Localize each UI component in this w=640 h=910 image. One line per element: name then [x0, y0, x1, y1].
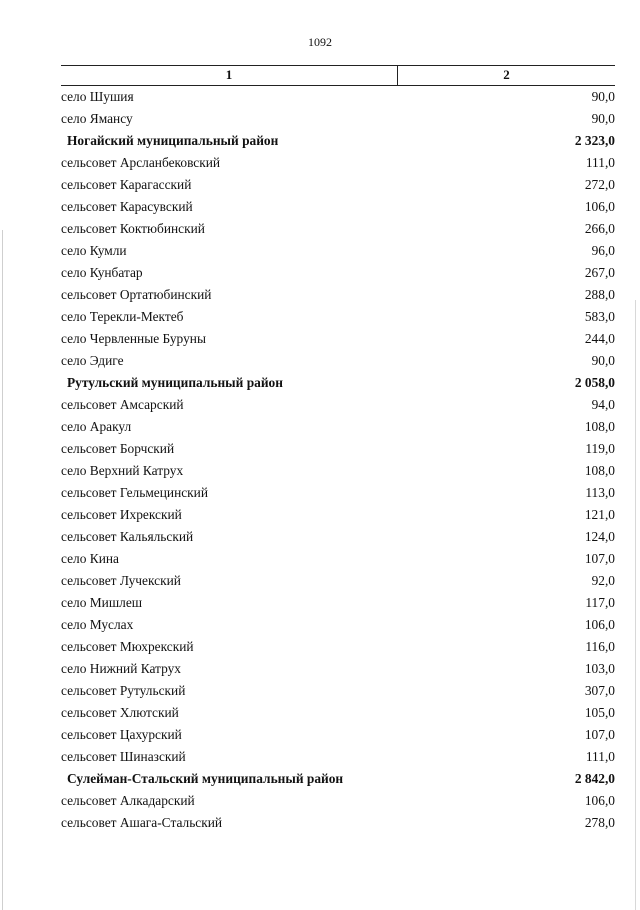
settlement-value: 583,0 — [584, 309, 615, 324]
settlement-name: сельсовет Лучекский — [61, 573, 181, 588]
table-row — [61, 526, 615, 548]
settlement-value: 108,0 — [584, 463, 615, 478]
settlement-name: село Муслах — [61, 617, 134, 632]
table-row — [61, 746, 615, 768]
settlement-value: 278,0 — [584, 815, 615, 830]
settlement-name: сельсовет Рутульский — [61, 683, 186, 698]
settlement-value: 90,0 — [591, 111, 615, 126]
district-row — [61, 372, 615, 394]
settlement-name: село Нижний Катрух — [61, 661, 181, 676]
settlement-name: сельсовет Амсарский — [61, 397, 184, 412]
settlement-name: сельсовет Ихрекский — [61, 507, 182, 522]
allocation-table — [61, 65, 615, 834]
scan-edge-right — [635, 300, 636, 910]
district-total: 2 323,0 — [574, 133, 615, 148]
table-header — [61, 65, 615, 86]
table-row — [61, 108, 615, 130]
district-total: 2 842,0 — [574, 771, 615, 786]
settlement-name: село Червленные Буруны — [61, 331, 206, 346]
settlement-value: 244,0 — [584, 331, 615, 346]
table-row — [61, 570, 615, 592]
settlement-name: село Мишлеш — [61, 595, 143, 610]
table-row — [61, 658, 615, 680]
table-row — [61, 636, 615, 658]
settlement-name: сельсовет Цахурский — [61, 727, 182, 742]
table-row — [61, 394, 615, 416]
table-row — [61, 350, 615, 372]
settlement-value: 92,0 — [591, 573, 615, 588]
settlement-value: 113,0 — [585, 485, 615, 500]
settlement-value: 121,0 — [584, 507, 615, 522]
settlement-name: село Терекли-Мектеб — [61, 309, 184, 324]
settlement-name: сельсовет Карагасский — [61, 177, 192, 192]
settlement-value: 96,0 — [591, 243, 615, 258]
settlement-name: сельсовет Борчский — [61, 441, 175, 456]
district-row — [61, 768, 615, 790]
settlement-name: сельсовет Карасувский — [61, 199, 193, 214]
settlement-value: 266,0 — [584, 221, 615, 236]
settlement-value: 117,0 — [585, 595, 615, 610]
settlement-name: село Кунбатар — [61, 265, 143, 280]
column-header-1: 1 — [61, 66, 398, 85]
settlement-value: 111,0 — [585, 749, 615, 764]
table-row — [61, 262, 615, 284]
settlement-name: сельсовет Мюхрекский — [61, 639, 194, 654]
settlement-name: сельсовет Ашага-Стальский — [61, 815, 223, 830]
settlement-value: 94,0 — [591, 397, 615, 412]
table-row — [61, 724, 615, 746]
settlement-name: сельсовет Ортатюбинский — [61, 287, 212, 302]
district-name: Ногайский муниципальный район — [67, 133, 279, 148]
settlement-value: 119,0 — [585, 441, 615, 456]
table-body — [61, 86, 615, 834]
scan-edge-left — [2, 230, 3, 910]
settlement-value: 267,0 — [584, 265, 615, 280]
table-row — [61, 482, 615, 504]
table-row — [61, 504, 615, 526]
table-row — [61, 328, 615, 350]
settlement-value: 116,0 — [585, 639, 615, 654]
settlement-value: 124,0 — [584, 529, 615, 544]
settlement-name: село Эдиге — [61, 353, 124, 368]
settlement-value: 106,0 — [584, 793, 615, 808]
settlement-name: село Верхний Катрух — [61, 463, 184, 478]
settlement-name: сельсовет Коктюбинский — [61, 221, 205, 236]
table-row — [61, 174, 615, 196]
table-row — [61, 438, 615, 460]
settlement-value: 103,0 — [584, 661, 615, 676]
settlement-name: сельсовет Гельмецинский — [61, 485, 209, 500]
settlement-name: село Аракул — [61, 419, 132, 434]
table-row — [61, 86, 615, 108]
table-row — [61, 812, 615, 834]
page-number: 1092 — [308, 35, 332, 49]
table-row — [61, 416, 615, 438]
settlement-name: сельсовет Кальяльский — [61, 529, 194, 544]
settlement-value: 107,0 — [584, 727, 615, 742]
table-row — [61, 592, 615, 614]
table-row — [61, 614, 615, 636]
table-row — [61, 284, 615, 306]
settlement-name: село Кумли — [61, 243, 127, 258]
settlement-value: 108,0 — [584, 419, 615, 434]
table-row — [61, 548, 615, 570]
settlement-value: 90,0 — [591, 353, 615, 368]
table-row — [61, 680, 615, 702]
table-row — [61, 196, 615, 218]
settlement-value: 105,0 — [584, 705, 615, 720]
settlement-value: 307,0 — [584, 683, 615, 698]
settlement-value: 106,0 — [584, 199, 615, 214]
table-row — [61, 790, 615, 812]
settlement-name: сельсовет Хлютский — [61, 705, 179, 720]
district-name: Сулейман-Стальский муниципальный район — [67, 771, 344, 786]
settlement-name: село Кина — [61, 551, 119, 566]
district-row — [61, 130, 615, 152]
settlement-value: 90,0 — [591, 89, 615, 104]
settlement-name: село Ямансу — [61, 111, 133, 126]
district-name: Рутульский муниципальный район — [67, 375, 283, 390]
column-header-2: 2 — [503, 67, 510, 82]
table-row — [61, 460, 615, 482]
table-row — [61, 152, 615, 174]
settlement-value: 106,0 — [584, 617, 615, 632]
settlement-name: сельсовет Алкадарский — [61, 793, 195, 808]
settlement-value: 272,0 — [584, 177, 615, 192]
table-row — [61, 218, 615, 240]
table-row — [61, 702, 615, 724]
table-row — [61, 240, 615, 262]
settlement-value: 111,0 — [585, 155, 615, 170]
settlement-name: сельсовет Шиназский — [61, 749, 186, 764]
table-row — [61, 306, 615, 328]
settlement-value: 107,0 — [584, 551, 615, 566]
settlement-name: сельсовет Арсланбековский — [61, 155, 221, 170]
settlement-value: 288,0 — [584, 287, 615, 302]
district-total: 2 058,0 — [574, 375, 615, 390]
settlement-name: село Шушия — [61, 89, 134, 104]
